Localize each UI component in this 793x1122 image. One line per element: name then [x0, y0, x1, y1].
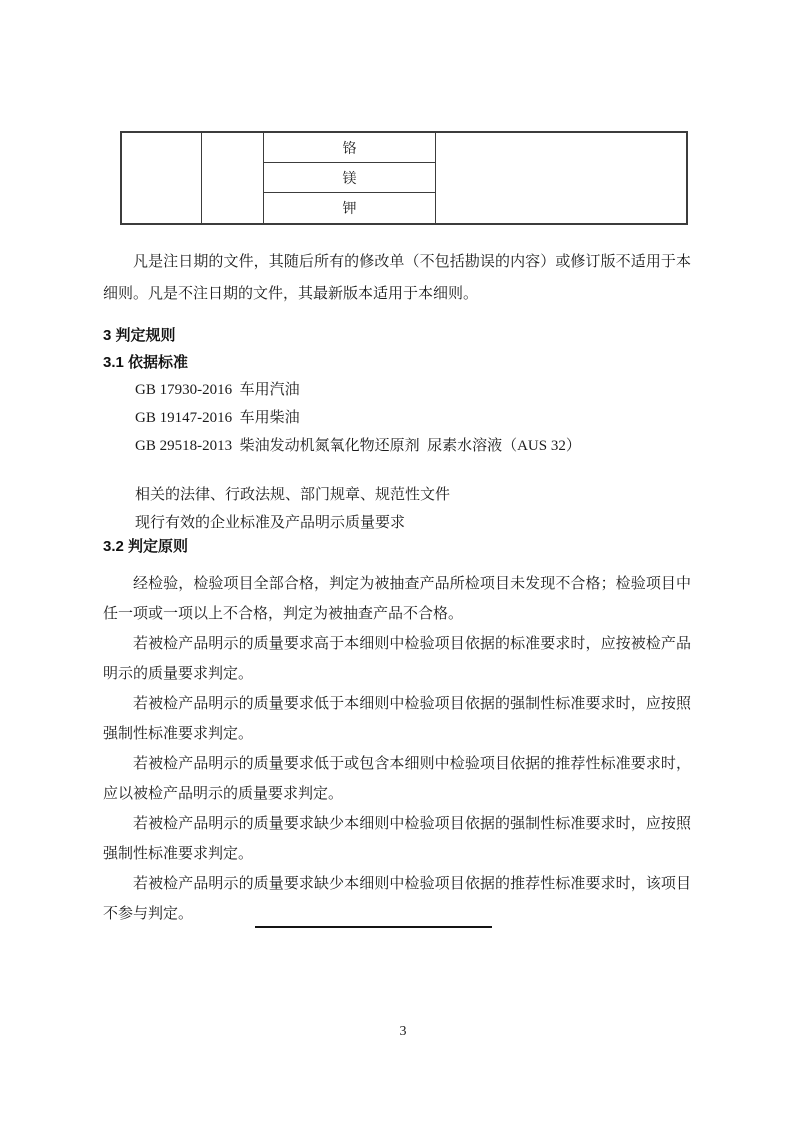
principle-paragraph: 经检验，检验项目全部合格，判定为被抽查产品所检项目未发现不合格；检验项目中任一项或一项以上不合格，判定为被抽查产品不合格。 [103, 576, 691, 622]
intro-paragraph: 凡是注日期的文件，其随后所有的修改单（不包括勘误的内容）或修订版不适用于本细则。凡是不注日期的文件，其最新版本适用于本细则。 [103, 254, 691, 302]
principle-paragraph: 若被检产品明示的质量要求低于或包含本细则中检验项目依据的推荐性标准要求时，应以被检产品明示的质量要求判定。 [103, 756, 691, 802]
specification-table [120, 131, 688, 225]
footnote-separator-line [255, 926, 492, 928]
page-number: 3 [399, 1024, 407, 1039]
standard-item: GB 19147-2016 车用柴油 [135, 410, 300, 426]
table-cell-empty-col2 [202, 133, 264, 223]
table-cell-element-potassium: 钾 [264, 193, 436, 223]
principle-paragraph: 若被检产品明示的质量要求缺少本细则中检验项目依据的强制性标准要求时，应按照强制性标准要求判定。 [103, 816, 691, 862]
related-item: 现行有效的企业标准及产品明示质量要求 [135, 515, 406, 531]
section3-2-heading: 3.2 判定原则 [103, 538, 189, 555]
standards-list [135, 376, 691, 460]
table-cell-empty-col4 [436, 133, 686, 223]
table-cell-element-chromium: 铬 [264, 133, 436, 163]
principle-paragraph: 若被检产品明示的质量要求缺少本细则中检验项目依据的推荐性标准要求时，该项目不参与判定。 [103, 876, 691, 922]
standard-item: GB 17930-2016 车用汽油 [135, 382, 300, 398]
section3-1-heading: 3.1 依据标准 [103, 354, 189, 371]
principle-paragraph: 若被检产品明示的质量要求高于本细则中检验项目依据的标准要求时，应按被检产品明示的质量要求判定。 [103, 636, 691, 682]
principle-paragraph: 若被检产品明示的质量要求低于本细则中检验项目依据的强制性标准要求时，应按照强制性标准要求判定。 [103, 696, 691, 742]
table-cell-element-magnesium: 镁 [264, 163, 436, 193]
judgment-principles [103, 569, 691, 929]
section3-heading: 3 判定规则 [103, 327, 176, 344]
table-cell-empty-col1 [122, 133, 202, 223]
related-documents-list [135, 481, 691, 537]
standard-item: GB 29518-2013 柴油发动机氮氧化物还原剂 尿素水溶液（AUS 32） [135, 438, 581, 454]
related-item: 相关的法律、行政法规、部门规章、规范性文件 [135, 487, 451, 503]
